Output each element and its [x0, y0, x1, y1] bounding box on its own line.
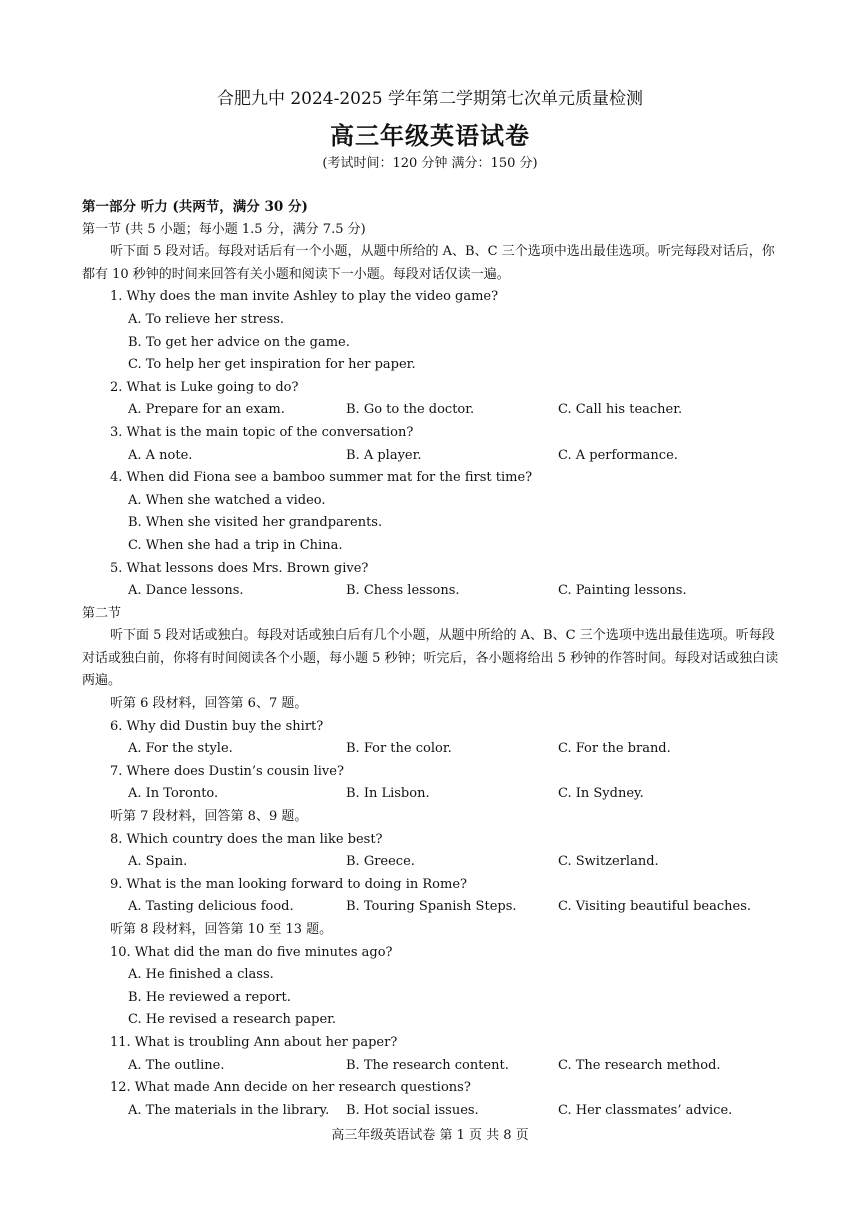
material-7-instruction: 听第 7 段材料，回答第 8、9 题。: [110, 809, 308, 825]
material-8-instruction: 听第 8 段材料，回答第 10 至 13 题。: [110, 922, 333, 937]
option-b: B. Touring Spanish Steps.: [346, 899, 517, 915]
option-c: C. Visiting beautiful beaches.: [558, 899, 752, 915]
option-a: A. A note.: [128, 447, 193, 463]
material-6-instruction: 听第 6 段材料，回答第 6、7 题。: [110, 696, 308, 712]
option-c: C. In Sydney.: [558, 786, 644, 802]
option-a: A. When she watched a video.: [128, 492, 326, 508]
option-b: B. Hot social issues.: [346, 1102, 479, 1118]
option-b: B. To get her advice on the game.: [128, 334, 350, 350]
question-text: 6. Why did Dustin buy the shirt?: [110, 718, 324, 734]
option-a: A. Tasting delicious food.: [128, 899, 294, 915]
option-b: B. Go to the doctor.: [346, 402, 475, 418]
option-c: C. Call his teacher.: [558, 402, 683, 418]
option-a: A. For the style.: [128, 741, 233, 757]
options-row: [82, 1055, 782, 1078]
option-a: A. Prepare for an exam.: [128, 402, 285, 418]
question-text: 11. What is troubling Ann about her paper?: [110, 1034, 398, 1050]
options-row: [82, 896, 782, 919]
part1-heading: 第一部分 听力 (共两节，满分 30 分): [82, 199, 308, 215]
options-row: [82, 783, 782, 806]
options-row: [82, 738, 782, 761]
section1-instructions: 听下面 5 段对话。每段对话后有一个小题，从题中所给的 A、B、C 三个选项中选出最佳选项。听完每段对话后，你都有 10 秒钟的时间来回答有关小题和阅读下一小题。每段对话仅读一遍。: [82, 244, 775, 282]
school-exam-line: 合肥九中 2024-2025 学年第二学期第七次单元质量检测: [216, 89, 644, 109]
options-row: [82, 580, 782, 603]
option-c: C. Switzerland.: [558, 854, 659, 870]
options-row: [82, 1100, 782, 1123]
option-b: B. Chess lessons.: [346, 583, 460, 599]
question-text: 1. Why does the man invite Ashley to play the video game?: [110, 289, 499, 305]
exam-title: 高三年级英语试卷: [330, 121, 530, 150]
option-c: C. Painting lessons.: [558, 583, 687, 599]
question-text: 7. Where does Dustin’s cousin live?: [110, 763, 344, 779]
section2-heading: 第二节: [82, 605, 122, 621]
option-c: C. He revised a research paper.: [128, 1012, 337, 1028]
question-text: 10. What did the man do five minutes ago?: [110, 944, 393, 960]
option-c: C. To help her get inspiration for her paper.: [128, 357, 416, 373]
option-c: C. When she had a trip in China.: [128, 537, 343, 553]
option-a: A. Spain.: [128, 854, 188, 870]
question-text: 9. What is the man looking forward to doing in Rome?: [110, 876, 467, 892]
question-text: 8. Which country does the man like best?: [110, 831, 383, 847]
section2-instructions: 听下面 5 段对话或独白。每段对话或独白后有几个小题，从题中所给的 A、B、C 三个选项中选出最佳选项。听每段对话或独白前，你将有时间阅读各个小题，每小题 5 秒钟；听完后，各小题将给出 5 秒钟的作答时间。每段对话或独白读两遍。: [82, 628, 779, 689]
option-a: A. He finished a class.: [128, 967, 274, 983]
option-a: A. The outline.: [128, 1057, 225, 1073]
option-b: B. When she visited her grandparents.: [128, 515, 383, 531]
exam-content: [82, 196, 782, 1122]
page-footer: 高三年级英语试卷 第 1 页 共 8 页: [331, 1128, 529, 1143]
option-c: C. The research method.: [558, 1057, 721, 1073]
option-c: C. A performance.: [558, 447, 678, 463]
option-b: B. For the color.: [346, 741, 452, 757]
option-b: B. The research content.: [346, 1057, 509, 1073]
question-text: 5. What lessons does Mrs. Brown give?: [110, 560, 369, 576]
option-a: A. In Toronto.: [128, 786, 219, 802]
option-a: A. Dance lessons.: [128, 583, 244, 599]
section1-heading: 第一节 (共 5 小题；每小题 1.5 分，满分 7.5 分): [82, 221, 366, 237]
question-text: 2. What is Luke going to do?: [110, 379, 299, 395]
option-b: B. He reviewed a report.: [128, 989, 291, 1005]
option-b: B. Greece.: [346, 854, 415, 870]
option-c: C. Her classmates’ advice.: [558, 1102, 733, 1118]
question-text: 12. What made Ann decide on her research questions?: [110, 1080, 471, 1096]
question-text: 3. What is the main topic of the conversation?: [110, 424, 414, 440]
option-b: B. A player.: [346, 447, 422, 463]
option-a: A. To relieve her stress.: [128, 311, 285, 327]
exam-time-score: (考试时间：120 分钟 满分：150 分): [322, 156, 538, 171]
options-row: [82, 851, 782, 874]
options-row: [82, 399, 782, 422]
question-text: 4. When did Fiona see a bamboo summer mat for the first time?: [110, 470, 533, 486]
option-a: A. The materials in the library.: [128, 1102, 330, 1118]
option-c: C. For the brand.: [558, 741, 671, 757]
option-b: B. In Lisbon.: [346, 786, 430, 802]
options-row: [82, 445, 782, 468]
